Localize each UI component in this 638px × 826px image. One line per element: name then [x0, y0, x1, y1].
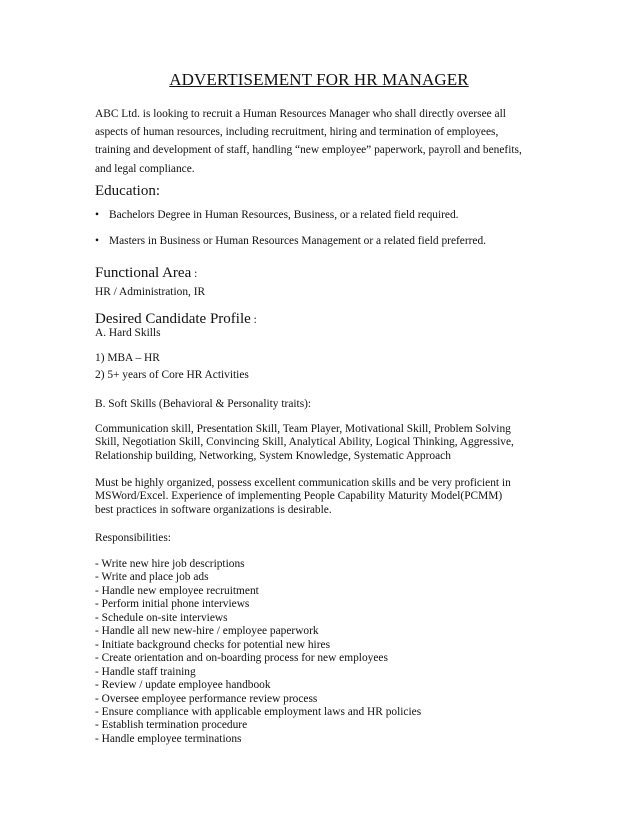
responsibilities-label: Responsibilities:: [95, 532, 171, 544]
bullet-icon: •: [95, 209, 99, 221]
requirements-line: MSWord/Excel. Experience of implementing People Capability Maturity Model(PCMM): [95, 490, 503, 503]
list-item: - Schedule on-site interviews: [95, 611, 228, 624]
heading-colon: :: [250, 314, 257, 326]
heading-colon: :: [191, 268, 198, 280]
education-heading: Education:: [95, 183, 160, 199]
functional-area-title: Functional Area: [95, 265, 192, 281]
intro-line: aspects of human resources, including recruitment, hiring and termination of employees,: [95, 126, 499, 139]
soft-skills-paragraph: [95, 423, 565, 463]
intro-line: training and development of staff, handling “new employee” paperwork, payroll and benefits,: [95, 144, 522, 157]
list-item: - Write and place job ads: [95, 571, 209, 584]
list-item: - Establish termination procedure: [95, 719, 248, 732]
list-item: - Perform initial phone interviews: [95, 598, 250, 611]
list-item: - Create orientation and on-boarding process for new employees: [95, 652, 388, 665]
list-item: - Review / update employee handbook: [95, 679, 271, 692]
requirements-paragraph: [95, 477, 565, 517]
soft-skills-line: Skill, Negotiation Skill, Convincing Skill, Analytical Ability, Logical Thinking, Aggressive,: [95, 436, 514, 449]
intro-line: and legal compliance.: [95, 162, 195, 175]
hard-skill-item: 2) 5+ years of Core HR Activities: [95, 369, 249, 381]
education-item-text: Masters in Business or Human Resources Management or a related field preferred.: [109, 235, 487, 247]
hard-skills-label: A. Hard Skills: [95, 327, 161, 339]
soft-skills-line: Communication skill, Presentation Skill, Team Player, Motivational Skill, Problem Solving: [95, 423, 511, 435]
list-item: - Handle employee terminations: [95, 732, 242, 745]
list-item: - Write new hire job descriptions: [95, 558, 245, 570]
responsibilities-list: [95, 558, 421, 746]
candidate-profile-title: Desired Candidate Profile: [95, 311, 251, 327]
list-item: - Ensure compliance with applicable employment laws and HR policies: [95, 705, 422, 718]
list-item: - Handle staff training: [95, 665, 196, 678]
candidate-profile-heading: [95, 311, 257, 328]
soft-skills-label: B. Soft Skills (Behavioral & Personality traits):: [95, 398, 312, 410]
list-item: - Initiate background checks for potential new hires: [95, 638, 331, 651]
hard-skill-item: 1) MBA – HR: [95, 352, 160, 364]
education-item-text: Bachelors Degree in Human Resources, Business, or a related field required.: [109, 209, 459, 221]
functional-area-heading: [95, 265, 197, 282]
education-item: [95, 235, 486, 247]
intro-line: ABC Ltd. is looking to recruit a Human Resources Manager who shall directly oversee all: [95, 108, 506, 120]
requirements-line: best practices in software organizations is desirable.: [95, 503, 332, 516]
functional-area-value: HR / Administration, IR: [95, 286, 206, 298]
requirements-line: Must be highly organized, possess excellent communication skills and be very proficient in: [95, 477, 511, 489]
soft-skills-line: Relationship building, Networking, System Knowledge, Systematic Approach: [95, 449, 451, 462]
list-item: - Handle all new new-hire / employee paperwork: [95, 625, 319, 638]
page-title: ADVERTISEMENT FOR HR MANAGER: [169, 70, 469, 89]
list-item: - Handle new employee recruitment: [95, 584, 259, 597]
intro-paragraph: [95, 105, 555, 178]
education-item: [95, 209, 459, 221]
bullet-icon: •: [95, 235, 99, 247]
list-item: - Oversee employee performance review process: [95, 692, 318, 705]
